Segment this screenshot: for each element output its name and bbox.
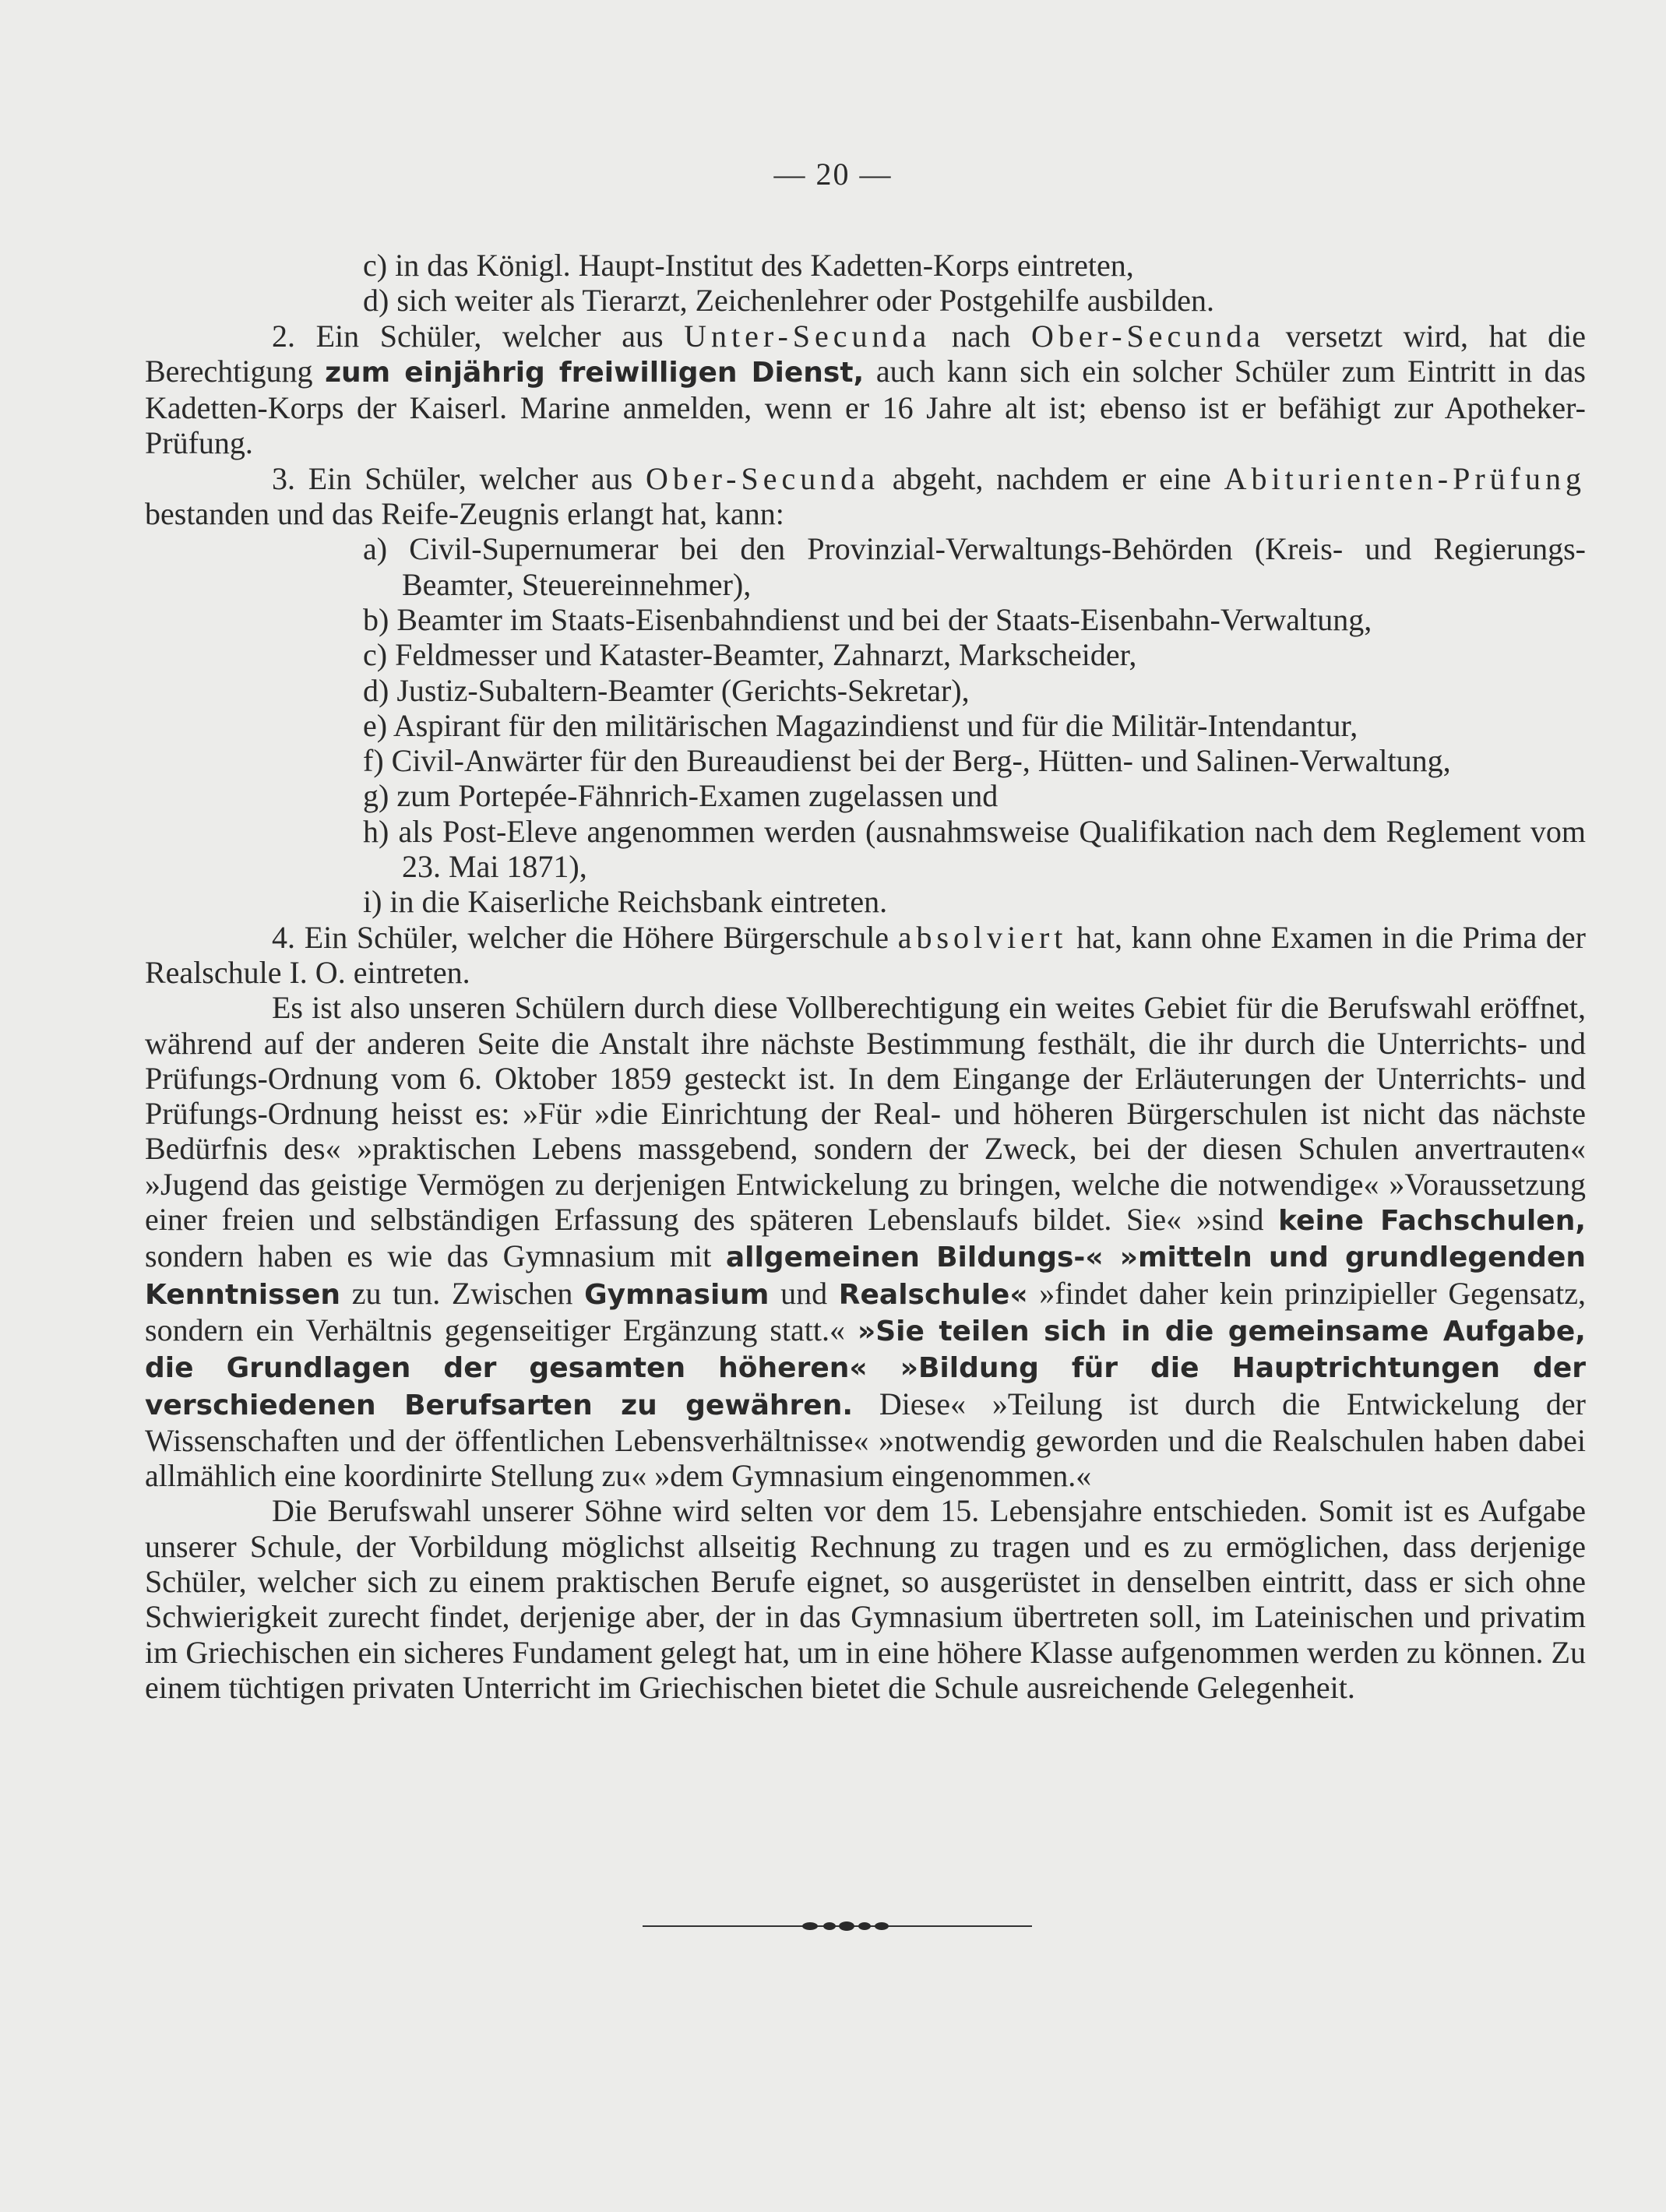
- ornament-divider-icon: [643, 1912, 1032, 1940]
- paragraph-2: [145, 319, 1586, 461]
- list-item-e: e) Aspirant für den militärischen Magazindienst und für die Militär-Intendantur,: [363, 707, 1358, 743]
- text-run: versetzt wird, hat die Berechtigung: [145, 318, 1586, 389]
- list-item-d2: d) Justiz-Subaltern-Beamter (Gerichts-Sekretar),: [363, 672, 970, 708]
- list-item-i: i) in die Kaiserliche Reichsbank eintreten.: [363, 884, 888, 920]
- list-item-c: c) in das Königl. Haupt-Institut des Kadetten-Korps eintreten,: [363, 248, 1134, 283]
- spaced-term: absolviert: [897, 919, 1068, 955]
- text-run: sondern haben es wie das Gymnasium mit: [145, 1238, 726, 1274]
- list-item-b: b) Beamter im Staats-Eisenbahndienst und bei der Staats-Eisenbahn-Verwaltung,: [363, 601, 1372, 637]
- list-item-c2: c) Feldmesser und Kataster-Beamter, Zahnarzt, Markscheider,: [363, 637, 1137, 673]
- spaced-term: Abiturienten-Prüfung: [1224, 460, 1586, 496]
- text-run: 2. Ein Schüler, welcher aus: [272, 318, 685, 354]
- text-run: hat, kann ohne Examen in die Prima der Realschule I. O. eintreten.: [145, 919, 1586, 990]
- text-run: und: [769, 1275, 839, 1311]
- bold-term: zum einjährig freiwilligen Dienst,: [325, 356, 865, 389]
- text-run: »findet daher kein prinzipieller Gegensatz, sondern ein Verhältnis gegenseitiger Ergänzung statt.«: [145, 1275, 1586, 1347]
- text-run: zu tun. Zwischen: [340, 1275, 585, 1311]
- text-run: 3. Ein Schüler, welcher aus: [272, 460, 646, 496]
- paragraph-3: [145, 461, 1586, 532]
- list-item-g: g) zum Portepée-Fähnrich-Examen zugelassen und: [363, 778, 999, 814]
- list-item-d: d) sich weiter als Tierarzt, Zeichenlehrer oder Postgehilfe ausbilden.: [363, 283, 1214, 319]
- bold-term: Realschule«: [838, 1278, 1028, 1311]
- bold-term: keine Fachschulen,: [1278, 1205, 1586, 1238]
- main-text: [145, 248, 1586, 1705]
- text-run: nach: [931, 318, 1032, 354]
- spaced-term: Ober-Secunda: [645, 460, 879, 496]
- list-item-a: a) Civil-Supernumerar bei den Provinzial-Verwaltungs-Behörden (Kreis- und Regierungs-Beamter, Steuereinnehmer),: [363, 531, 1586, 602]
- text-run: abgeht, nachdem er eine: [879, 460, 1224, 496]
- text-run: bestanden und das Reife-Zeugnis erlangt hat, kann:: [145, 496, 784, 532]
- list-item-h: h) als Post-Eleve angenommen werden (ausnahmsweise Qualifikation nach dem Reglement vom 23. Mai 1871),: [363, 813, 1586, 885]
- text-run: auch kann sich ein solcher Schüler zum Eintritt in das Kadetten-Korps der Kaiserl. Marine anmelden, wenn er 16 Jahre alt ist; ebenso ist er befähigt zur Apotheker-Prüfung.: [145, 353, 1586, 461]
- paragraph-5: [145, 990, 1586, 1493]
- paragraph-4: [145, 920, 1586, 991]
- text-run: Es ist also unseren Schülern durch diese Vollberechtigung ein weites Gebiet für die Berufswahl eröffnet, während auf der anderen Seite die Anstalt ihre nächste Bestimmung festhält, die ihr durch die Unterrichts- und Prüfungs-Ordnung vom 6. Oktober 1859 gesteckt ist. In dem Eingange der Erläuterungen der Unterrichts- und Prüfungs-Ordnung heisst es: »Für »die Einrichtung der Real- und höheren Bürgerschulen ist nicht das nächste Bedürfnis des« »praktischen Lebens massgebend, sondern der Zweck, bei der diesen Schulen anvertrauten« »Jugend das geistige Vermögen zu derjenigen Entwickelung zu bringen, welche die notwendige« »Voraussetzung einer freien und selbständigen Erfassung des späteren Lebenslaufs bildet. Sie« »sind: [145, 990, 1586, 1238]
- page-number: — 20 —: [773, 157, 893, 192]
- paragraph-6: Die Berufswahl unserer Söhne wird selten vor dem 15. Lebensjahre entschieden. Somit ist es Aufgabe unserer Schule, der Vorbildung möglichst allseitig Rechnung zu tragen und es zu ermöglichen, dass derjenige Schüler, welcher sich zu einem praktischen Berufe eignet, so ausgerüstet in denselben eintritt, dass er sich ohne Schwierigkeit zurecht findet, derjenige aber, der in das Gymnasium übertreten soll, im Lateinischen und privatim im Griechischen ein sicheres Fundament gelegt hat, um in eine höhere Klasse aufgenommen werden zu können. Zu einem tüchtigen privaten Unterricht im Griechischen bietet die Schule ausreichende Gelegenheit.: [145, 1493, 1586, 1705]
- text-run: Diese« »Teilung ist durch die Entwickelung der Wissenschaften und der öffentlichen Lebensverhältnisse« »notwendig geworden und die Realschulen haben dabei allmählich eine koordinirte Stellung zu« »dem Gymnasium eingenommen.«: [145, 1386, 1586, 1494]
- bold-term: »Sie teilen sich in die gemeinsame Aufgabe, die Grundlagen der gesamten höheren« »Bildung für die Hauptrichtungen der verschiedenen Berufsarten zu gewähren.: [145, 1315, 1586, 1421]
- text-run: 4. Ein Schüler, welcher die Höhere Bürgerschule: [272, 919, 898, 955]
- list-item-f: f) Civil-Anwärter für den Bureaudienst bei der Berg-, Hütten- und Salinen-Verwaltung,: [363, 743, 1451, 779]
- bold-term: Gymnasium: [584, 1278, 770, 1311]
- bold-term: allgemeinen Bildungs-« »mitteln und grundlegenden Kenntnissen: [145, 1242, 1586, 1311]
- spaced-term: Unter-Secunda: [684, 318, 932, 354]
- spaced-term: Ober-Secunda: [1031, 318, 1266, 354]
